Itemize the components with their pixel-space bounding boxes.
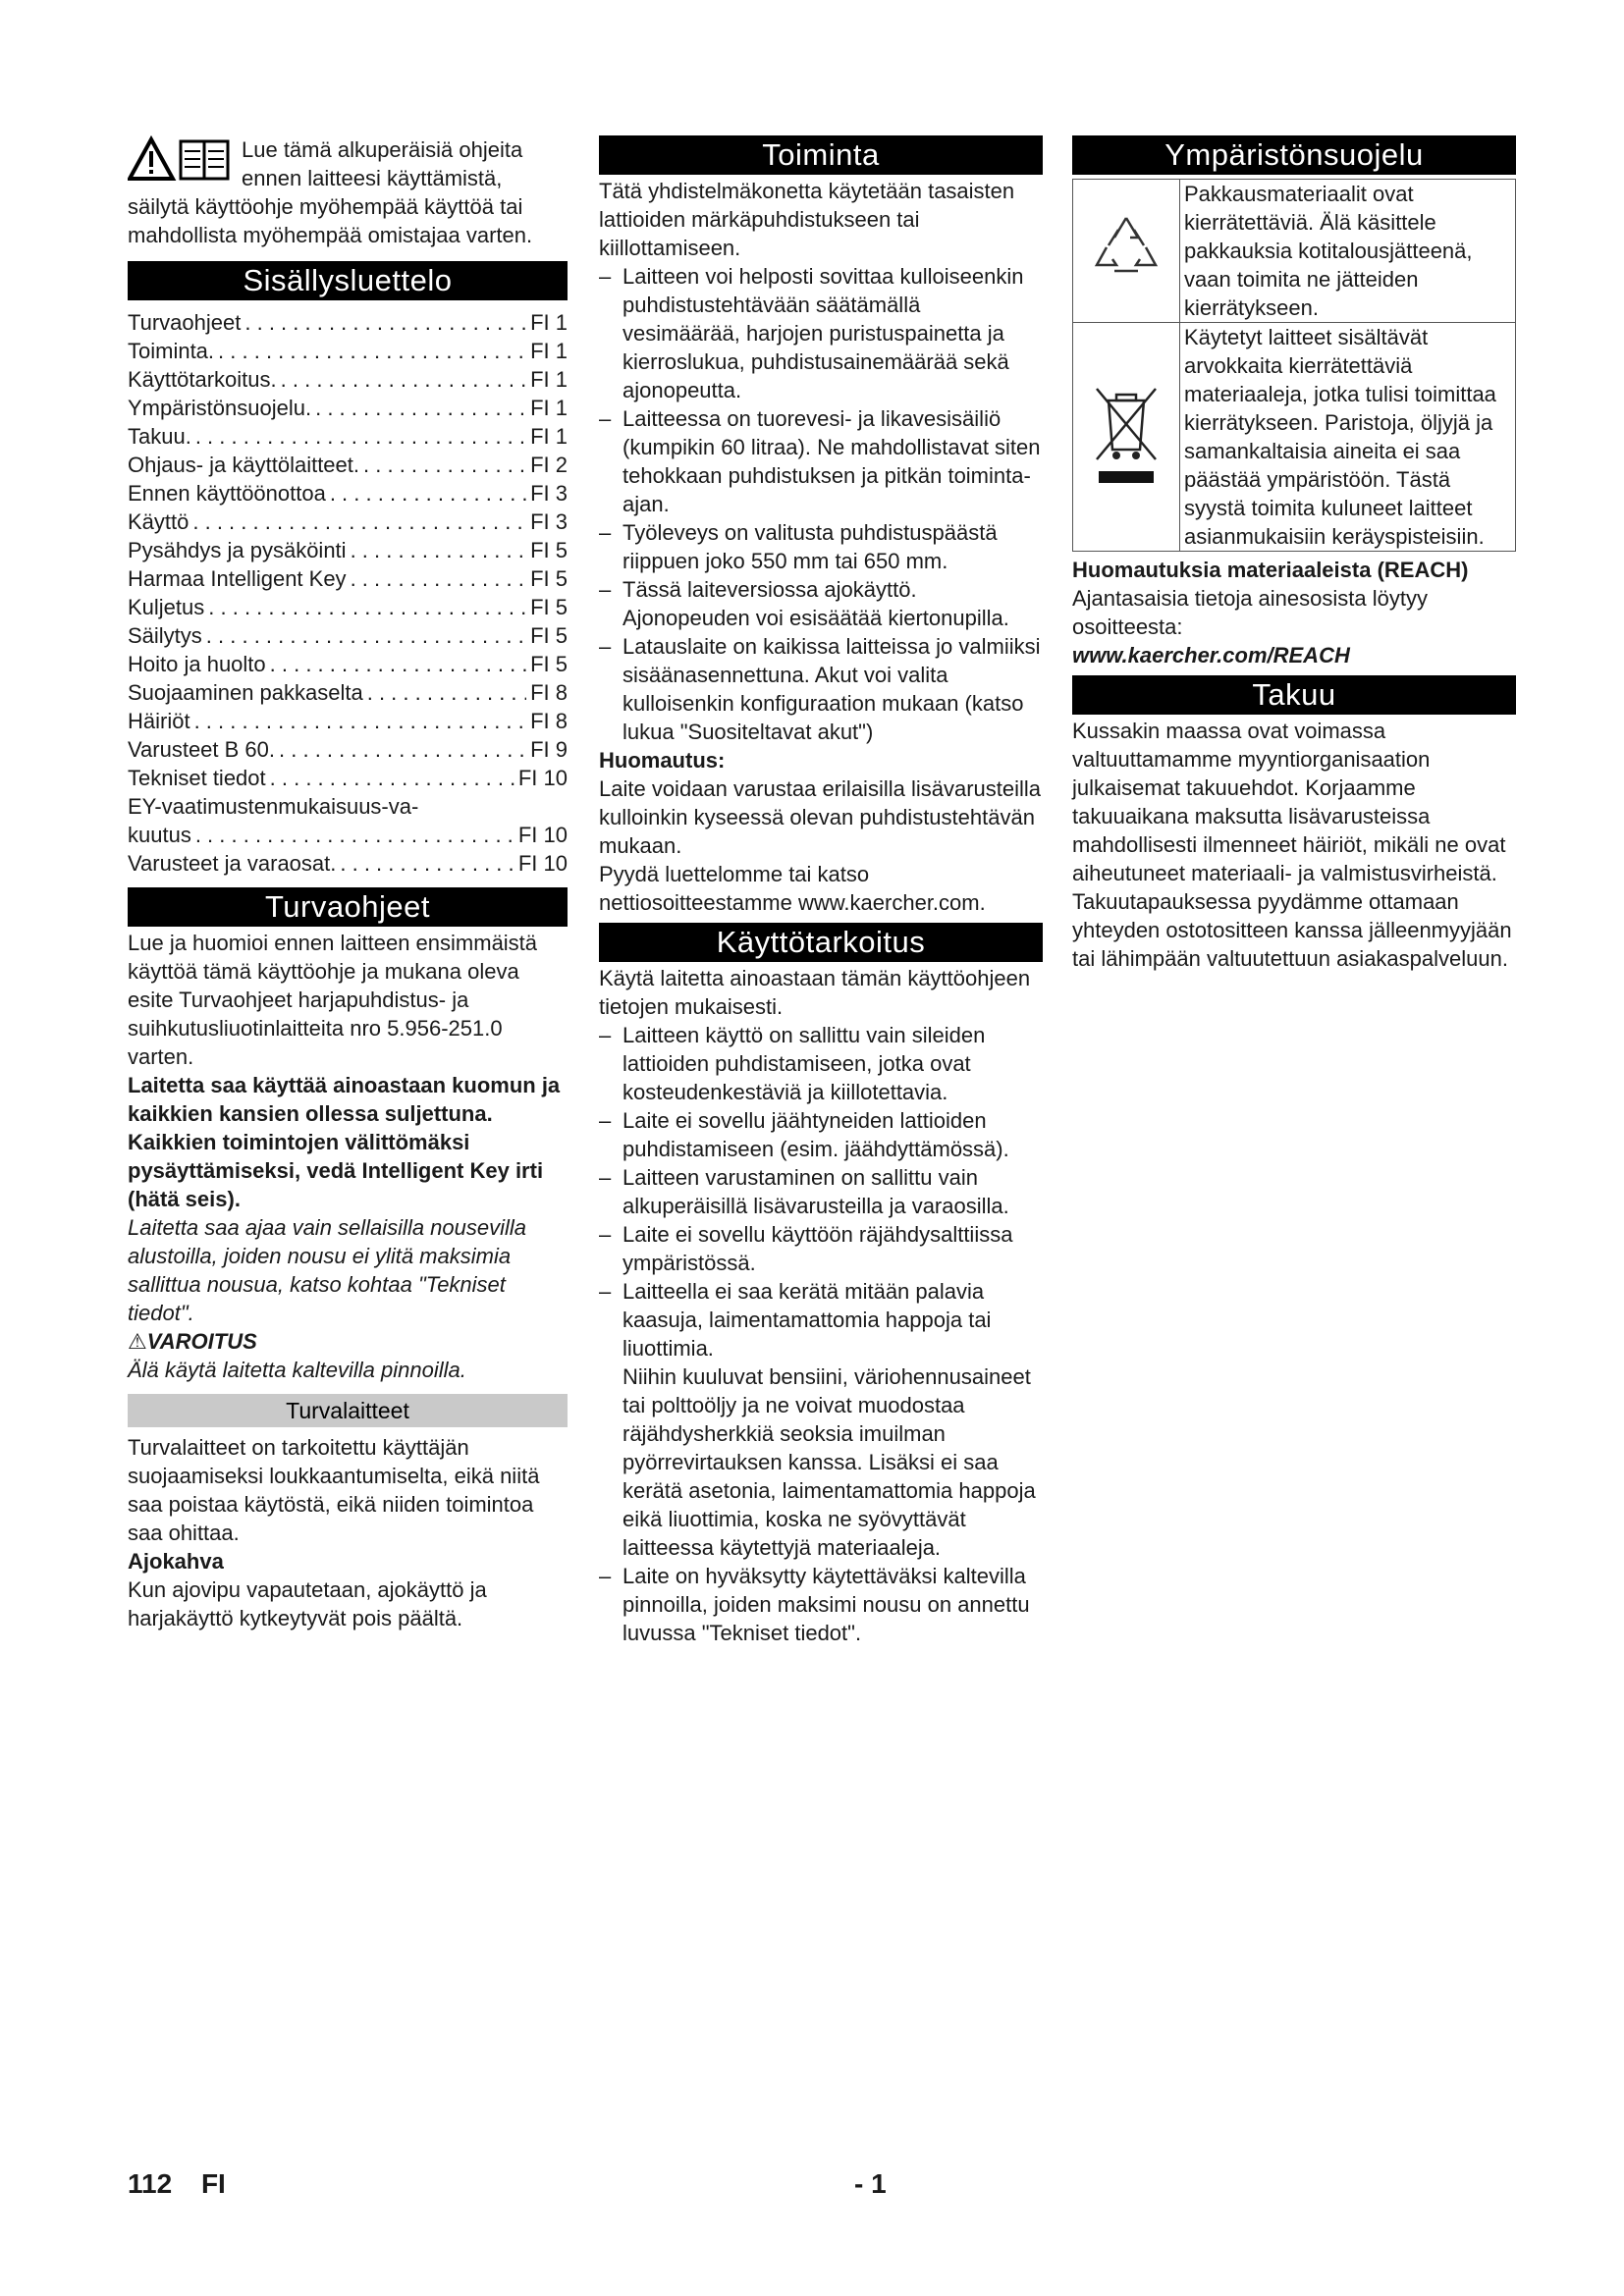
toc-item-wrapped-line1: EY-vaatimustenmukaisuus-va- — [128, 794, 419, 819]
toc-item-page: FI 1 — [530, 339, 568, 363]
toc-item[interactable] — [128, 337, 568, 365]
toc-item[interactable] — [128, 479, 568, 507]
toc-item-title: Takuu. — [128, 424, 191, 449]
toc-item-title: Harmaa Intelligent Key — [128, 566, 347, 591]
note-text: Laite voidaan varustaa erilaisilla lisävarusteilla kulloinkin kyseessä olevan puhdistustehtävän mukaan. — [599, 776, 1042, 858]
toc-item-title: Ohjaus- ja käyttölaitteet. — [128, 453, 360, 477]
toc-item-title: Suojaaminen pakkaselta — [128, 680, 363, 705]
handle-text: Kun ajovipu vapautetaan, ajokäyttö ja harjakäyttö kytkeytyvät pois päältä. — [128, 1577, 487, 1630]
toc-item-title: Pysähdys ja pysäköinti — [128, 538, 347, 562]
list-item: – Laitteessa on tuorevesi- ja likavesisäiliö (kumpikin 60 litraa). Ne mahdollistavat siten tehokkaan puhdistuksen ja pitkän toiminta-ajan. — [599, 404, 1043, 518]
handle-heading: Ajokahva — [128, 1549, 224, 1574]
toc-item-page: FI 5 — [530, 595, 568, 619]
toc-item-page: FI 1 — [530, 396, 568, 420]
toc-item[interactable] — [128, 650, 568, 678]
table-of-contents — [128, 308, 568, 878]
list-item: – Laite on hyväksytty käytettäväksi kaltevilla pinnoilla, joiden maksimi nousu on annettu luvussa "Tekniset tiedot". — [599, 1562, 1043, 1647]
reach-text: Ajantasaisia tietoja ainesosista löytyy osoitteesta: — [1072, 586, 1428, 639]
toc-item-wrapped[interactable] — [128, 792, 568, 849]
column-right — [1072, 135, 1516, 973]
toc-item[interactable] — [128, 564, 568, 593]
recycling-cell — [1073, 180, 1180, 323]
warning-triangle-icon: ⚠ — [128, 1329, 147, 1354]
recycling-icon — [1087, 208, 1165, 287]
toc-item-page: FI 2 — [530, 453, 568, 477]
toc-item[interactable] — [128, 394, 568, 422]
toc-item-title: Varusteet ja varaosat. — [128, 851, 337, 876]
toc-item-page: FI 5 — [530, 623, 568, 648]
toc-item-title: Häiriöt — [128, 709, 190, 733]
toc-item[interactable] — [128, 621, 568, 650]
toc-item-last[interactable] — [128, 849, 568, 878]
column-left — [128, 135, 568, 1632]
toc-item[interactable] — [128, 451, 568, 479]
toc-heading: Sisällysluettelo — [128, 261, 568, 300]
weee-cell — [1073, 323, 1180, 552]
intro-block — [128, 135, 568, 249]
toc-item[interactable] — [128, 422, 568, 451]
toc-item[interactable] — [128, 707, 568, 735]
safety-slope-notice: Laitetta saa ajaa vain sellaisilla nousevilla alustoilla, joiden nousu ei ylitä maksimia sallittua nousua, katso kohtaa "Tekniset tiedot". — [128, 1215, 527, 1325]
list-item — [599, 1277, 1043, 1562]
toc-item-wrapped-page: FI 10 — [517, 823, 568, 847]
recycling-text: Pakkausmateriaalit ovat kierrätettäviä. Älä käsittele pakkauksia kotitalousjätteenä, vaan toimita ne jätteiden kierrätykseen. — [1180, 180, 1516, 323]
toc-item-page: FI 10 — [517, 766, 568, 790]
reach-heading: Huomautuksia materiaaleista (REACH) — [1072, 558, 1469, 582]
list-item: – Laite ei sovellu jäähtyneiden lattioiden puhdistamiseen (esim. jäähdyttämössä). — [599, 1106, 1043, 1163]
footer-page-number — [128, 2166, 226, 2202]
reach-link[interactable]: www.kaercher.com/REACH — [1072, 643, 1350, 667]
toc-item-page: FI 5 — [530, 652, 568, 676]
toc-item-page: FI 9 — [530, 737, 568, 762]
toc-item-title: Tekniset tiedot — [128, 766, 266, 790]
intended-use-list — [599, 1021, 1043, 1647]
safety-heading: Turvaohjeet — [128, 887, 568, 927]
toc-item-title: Käyttö — [128, 509, 189, 534]
environment-heading: Ympäristönsuojelu — [1072, 135, 1516, 175]
toc-item-title: Hoito ja huolto — [128, 652, 266, 676]
intro-text: Lue tämä alkuperäisiä ohjeita ennen laitteesi käyttämistä, säilytä käyttöohje myöhempää käyttöä tai mahdollista myöhempää omistajaa varten. — [128, 137, 533, 247]
page-number: 112 — [128, 2168, 173, 2199]
column-middle — [599, 135, 1043, 1647]
list-item: – Laite ei sovellu käyttöön räjähdysalttiissa ympäristössä. — [599, 1220, 1043, 1277]
intended-use-intro: Käytä laitetta ainoastaan tämän käyttöohjeen tietojen mukaisesti. — [599, 966, 1031, 1019]
toc-item[interactable] — [128, 735, 568, 764]
toc-item-page: FI 3 — [530, 481, 568, 506]
list-item: – Työleveys on valitusta puhdistuspäästä riippuen joko 550 mm tai 650 mm. — [599, 518, 1043, 575]
toc-item[interactable] — [128, 536, 568, 564]
toc-item[interactable] — [128, 308, 568, 337]
list-item: – Laitteen käyttö on sallittu vain sileiden lattioiden puhdistamiseen, jotka ovat kosteudenkestäviä ja kiillotettavia. — [599, 1021, 1043, 1106]
toc-item-title: Säilytys — [128, 623, 202, 648]
toc-item[interactable] — [128, 678, 568, 707]
list-item: – Laitteen voi helposti sovittaa kulloiseenkin puhdistustehtävään säätämällä vesimäärää, harjojen puristuspainetta ja kierroslukua, puhdistusainemäärää sekä ajonopeutta. — [599, 262, 1043, 404]
toc-item-page: FI 1 — [530, 310, 568, 335]
list-item-continuation: Niihin kuuluvat bensiini, väriohennusaineet tai polttoöljy ja ne voivat muodostaa räjähdysherkkiä seoksia imuilman pyörrevirtauksen kanssa. Lisäksi ei saa kerätä asetonia, laimentamattomia happoja eikä liuottimia, koska ne syövyttävät laitteessa käytettyjä materiaaleja. — [623, 1364, 1036, 1560]
toc-item-page: FI 5 — [530, 566, 568, 591]
list-item: – Tässä laiteversiossa ajokäyttö. Ajonopeuden voi esisäätää kiertonupilla. — [599, 575, 1043, 632]
toc-item-title: Ympäristönsuojelu. — [128, 396, 312, 420]
toc-item-page: FI 8 — [530, 709, 568, 733]
toc-item[interactable] — [128, 507, 568, 536]
toc-item-title: Ennen käyttöönottoa — [128, 481, 326, 506]
note-heading: Huomautus: — [599, 748, 726, 773]
warranty-text: Kussakin maassa ovat voimassa valtuuttamamme myyntiorganisaation julkaisemat takuuehdot. Korjaamme takuuaikana maksutta lisävarusteissa mahdollisesti ilmenneet häiriöt, mikäli ne ovat aiheutuneet materiaali- ja valmistusvirheistä. Takuutapauksessa pyydämme ottamaan yhteyden ostotositteen kanssa jälleenmyyjään tai lähimpään valtuutettuun asiakaspalveluun. — [1072, 719, 1512, 971]
safety-devices-heading: Turvalaitteet — [128, 1394, 568, 1427]
toc-item[interactable] — [128, 764, 568, 792]
warning-label: VAROITUS — [146, 1329, 257, 1354]
environment-table — [1072, 179, 1516, 552]
function-heading: Toiminta — [599, 135, 1043, 175]
function-list — [599, 262, 1043, 746]
toc-item-title: Toiminta. — [128, 339, 215, 363]
warning-text: Älä käytä laitetta kaltevilla pinnoilla. — [128, 1358, 466, 1382]
safety-bold-notice: Laitetta saa käyttää ainoastaan kuomun ja kaikkien kansien ollessa suljettuna. Kaikkien toimintojen välittömäksi pysäyttämiseksi, vedä Intelligent Key irti (hätä seis). — [128, 1073, 561, 1211]
warning-label-line — [128, 1327, 568, 1356]
list-item: – Laitteen varustaminen on sallittu vain alkuperäisillä lisävarusteilla ja varaosilla. — [599, 1163, 1043, 1220]
language-code: FI — [200, 2168, 226, 2199]
warranty-heading: Takuu — [1072, 675, 1516, 715]
intended-use-heading: Käyttötarkoitus — [599, 923, 1043, 962]
warning-manual-icon — [128, 135, 238, 183]
toc-item-page: FI 3 — [530, 509, 568, 534]
toc-item-page: FI 8 — [530, 680, 568, 705]
toc-item-wrapped-line2: kuutus — [128, 823, 191, 847]
toc-item-page: FI 1 — [530, 424, 568, 449]
safety-intro: Lue ja huomioi ennen laitteen ensimmäistä käyttöä tämä käyttöohje ja mukana oleva esite Turvaohjeet harjapuhdistus- ja suihkutusliuotinlaitteita nro 5.956-251.0 varten. — [128, 931, 538, 1069]
list-item-text: – Laitteella ei saa kerätä mitään palavia kaasuja, laimentamattomia happoja tai liuottimia. — [623, 1279, 992, 1361]
function-intro: Tätä yhdistelmäkonetta käytetään tasaisten lattioiden märkäpuhdistukseen tai kiillottamiseen. — [599, 179, 1015, 260]
toc-item-title: Kuljetus — [128, 595, 205, 619]
reach-link-line — [1072, 641, 1516, 669]
toc-item-title: Varusteet B 60. — [128, 737, 276, 762]
toc-item-page: FI 5 — [530, 538, 568, 562]
toc-item-title: Käyttötarkoitus. — [128, 367, 277, 392]
safety-devices-text: Turvalaitteet on tarkoitettu käyttäjän suojaamiseksi loukkaantumiselta, eikä niitä saa poistaa käytöstä, eikä niiden toimintoa saa ohittaa. — [128, 1435, 540, 1545]
toc-item[interactable] — [128, 593, 568, 621]
crossed-bin-icon — [1085, 375, 1167, 493]
footer-sheet: - 1 — [854, 2168, 887, 2199]
toc-item[interactable] — [128, 365, 568, 394]
note-text-2: Pyydä luettelomme tai katso nettiosoitteestamme www.kaercher.com. — [599, 862, 986, 915]
toc-item-page: FI 10 — [517, 851, 568, 876]
list-item: – Latauslaite on kaikissa laitteissa jo valmiiksi sisäänasennettuna. Akut voi valita kulloisenkin konfiguraation mukaan (katso lukua "Suositeltavat akut") — [599, 632, 1043, 746]
weee-text: Käytetyt laitteet sisältävät arvokkaita kierrätettäviä materiaaleja, jotka tulisi toimittaa kierrätykseen. Paristoja, öljyjä ja samankaltaisia aineita ei saa päästää ympäristöön. Tästä syystä toimita kuluneet laitteet asianmukaisiin keräyspisteisiin. — [1180, 323, 1516, 552]
toc-item-title: Turvaohjeet — [128, 310, 242, 335]
toc-item-page: FI 1 — [530, 367, 568, 392]
